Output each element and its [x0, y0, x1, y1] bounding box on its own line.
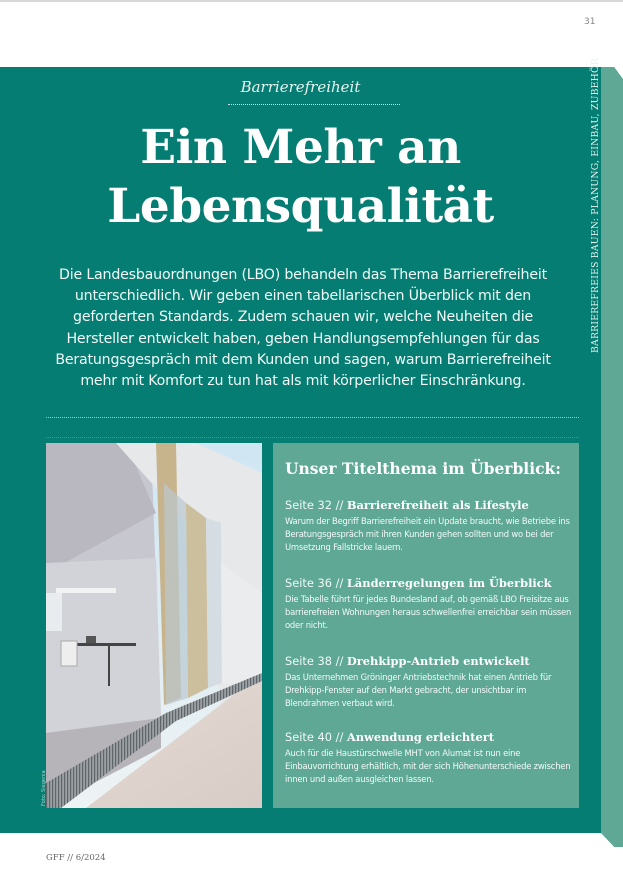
page-ref: Seite 36 // — [285, 576, 344, 590]
overview-item — [285, 498, 575, 555]
item-title: Barrierefreiheit als Lifestyle — [346, 498, 529, 512]
overview-item-heading — [285, 730, 575, 744]
photo-illustration — [46, 443, 262, 808]
article-kicker: Barrierefreiheit — [240, 78, 361, 96]
item-title: Länderregelungen im Überblick — [346, 576, 552, 590]
page-number: 31 — [584, 17, 596, 27]
item-description: Das Unternehmen Gröninger Antriebstechnik hat einen Antrieb für Drehkipp-Fenster auf den Markt gebracht, der unsichtbar im Blendrahmen verbaut wird. — [285, 672, 552, 709]
divider-dotted — [46, 417, 579, 418]
page-ref: Seite 38 // — [285, 654, 344, 668]
overview-item — [285, 576, 575, 633]
page-ref: Seite 32 // — [285, 498, 344, 512]
kicker-divider — [228, 104, 400, 105]
overview-item-heading — [285, 498, 575, 512]
photo-credit: Foto: Siegenia — [41, 770, 47, 806]
article-title — [0, 118, 601, 236]
item-description: Auch für die Haustürschwelle MHT von Alumat ist nun eine Einbauvorrichtung erhältlich, mit der sich Höhenunterschiede zwischen innen und außen ausgleichen lassen. — [285, 748, 571, 785]
overview-box — [273, 443, 579, 808]
item-description: Warum der Begriff Barrierefreiheit ein Update braucht, wie Betriebe ins Beratungsgespräch mit ihren Kunden gehen sollten und wo bei der Umsetzung Fallstricke lauern. — [285, 516, 570, 553]
page-footer: GFF // 6/2024 — [46, 853, 106, 863]
title-line-1: Ein Mehr an — [140, 120, 461, 175]
item-description: Die Tabelle führt für jedes Bundesland auf, ob gemäß LBO Freisitze aus barrierefreien Wohnungen heraus schwellenfrei erreichbar sein müssen oder nicht. — [285, 594, 572, 631]
page-ref: Seite 40 // — [285, 730, 344, 744]
item-title: Drehkipp-Antrieb entwickelt — [346, 654, 530, 668]
article-photo — [46, 443, 262, 808]
overview-title: Unser Titelthema im Überblick: — [285, 459, 561, 478]
overview-item — [285, 730, 575, 787]
article-lead: Die Landesbauordnungen (LBO) behandeln das Thema Barrierefreiheit unterschiedlich. Wir geben einen tabellarischen Überblick mit den geforderten Standards. Zudem schauen wir, welche Neuheiten die Hersteller entwickelt haben, geben Handlungsempfehlungen für das Beratungsgespräch mit dem Kunden und sagen, warum Barrierefreiheit mehr mit Komfort zu tun hat als mit körperlicher Einschränkung. — [55, 267, 551, 390]
overview-item-heading — [285, 654, 575, 668]
overview-item-heading — [285, 576, 575, 590]
divider-dotted-2 — [46, 437, 579, 438]
item-title: Anwendung erleichtert — [346, 730, 494, 744]
section-side-label: BARRIEREFREIES BAUEN: PLANUNG, EINBAU, ZUBEHÖR — [590, 58, 601, 353]
overview-item — [285, 654, 575, 711]
page-top-edge — [0, 0, 623, 2]
title-line-2: Lebensqualität — [107, 179, 494, 234]
section-tab-flap — [601, 67, 623, 847]
